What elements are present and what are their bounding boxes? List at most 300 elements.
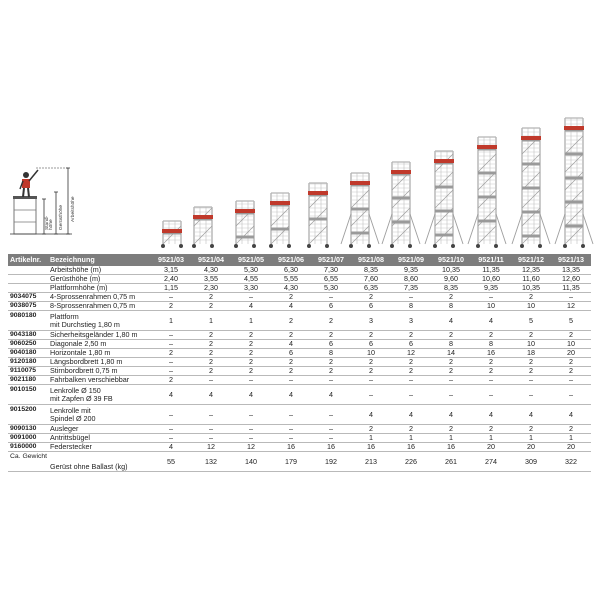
- scaffold-diagonal: [565, 136, 583, 154]
- scaffold-wheel: [307, 244, 311, 248]
- quantity-cell: 4: [231, 302, 271, 311]
- scaffold-top-platform: [308, 191, 328, 195]
- quantity-cell: 6: [311, 302, 351, 311]
- scaffold-wheel: [349, 244, 353, 248]
- quantity-cell: 4,30: [271, 284, 311, 293]
- quantity-cell: 4: [271, 340, 311, 349]
- quantity-cell: 140: [231, 452, 271, 472]
- quantity-cell: 1: [351, 434, 391, 443]
- scaffold-wheel: [325, 244, 329, 248]
- quantity-cell: 16: [391, 443, 431, 452]
- scaffold-top-platform: [391, 170, 411, 174]
- quantity-cell: –: [551, 376, 591, 385]
- scaffold-top-platform: [477, 145, 497, 149]
- quantity-cell: 2: [511, 425, 551, 434]
- quantity-cell: 2: [391, 331, 431, 340]
- header-model: 9521/06: [271, 254, 311, 266]
- quantity-cell: 2: [431, 358, 471, 367]
- scaffold-diagonal: [351, 226, 369, 244]
- scaffold-tower: [341, 173, 379, 248]
- scaffold-platform: [522, 163, 540, 166]
- quantity-cell: –: [311, 376, 351, 385]
- quantity-cell: –: [151, 293, 191, 302]
- quantity-cell: 2: [191, 367, 231, 376]
- quantity-cell: 16: [311, 443, 351, 452]
- quantity-cell: 2: [191, 293, 231, 302]
- scaffold-outrigger: [453, 214, 463, 244]
- scaffold-tower: [192, 207, 214, 248]
- quantity-cell: 2: [231, 331, 271, 340]
- scaffold-diagonal: [565, 208, 583, 226]
- quantity-cell: 6,30: [271, 266, 311, 275]
- quantity-cell: 3: [391, 311, 431, 331]
- table-row: [8, 302, 591, 311]
- quantity-cell: 261: [431, 452, 471, 472]
- quantity-cell: –: [311, 425, 351, 434]
- scaffold-wheel: [179, 244, 183, 248]
- quantity-cell: 4: [351, 405, 391, 425]
- quantity-cell: 1: [191, 311, 231, 331]
- quantity-cell: 2: [431, 367, 471, 376]
- quantity-cell: 4,55: [231, 275, 271, 284]
- article-number: [8, 284, 48, 293]
- scaffold-diagonal: [392, 226, 410, 244]
- header-model: 9521/04: [191, 254, 231, 266]
- quantity-cell: 20: [551, 349, 591, 358]
- quantity-cell: 8,35: [431, 284, 471, 293]
- scaffold-diagonal: [478, 190, 496, 208]
- scaffold-diagonal: [478, 208, 496, 226]
- quantity-cell: 7,30: [311, 266, 351, 275]
- quantity-cell: 2: [151, 376, 191, 385]
- label-standhoehe-2: höhe: [49, 219, 54, 230]
- quantity-cell: 2: [191, 302, 231, 311]
- scaffold-wheel: [451, 244, 455, 248]
- quantity-cell: 2: [311, 311, 351, 331]
- quantity-cell: 4: [271, 302, 311, 311]
- item-description: Stirnbordbrett 0,75 m: [48, 367, 151, 376]
- quantity-cell: 2,30: [191, 284, 231, 293]
- header-model: 9521/12: [511, 254, 551, 266]
- quantity-cell: 2: [191, 340, 231, 349]
- scaffold-diagonal: [478, 226, 496, 244]
- quantity-cell: 2: [471, 358, 511, 367]
- quantity-cell: 5,55: [271, 275, 311, 284]
- item-description: Horizontale 1,80 m: [48, 349, 151, 358]
- quantity-cell: 2: [151, 302, 191, 311]
- scaffold-wheel: [581, 244, 585, 248]
- table-row: [8, 434, 591, 443]
- scaffold-wheel: [433, 244, 437, 248]
- quantity-cell: 2: [471, 367, 511, 376]
- diagram-scaffold-frame: [14, 198, 36, 234]
- quantity-cell: 1,15: [151, 284, 191, 293]
- item-description: Federstecker: [48, 443, 151, 452]
- quantity-cell: –: [391, 385, 431, 405]
- article-number: Ca. Gewicht: [8, 452, 48, 472]
- quantity-cell: 10: [551, 340, 591, 349]
- quantity-cell: –: [311, 405, 351, 425]
- article-number: 9010150: [8, 385, 48, 405]
- quantity-cell: –: [351, 385, 391, 405]
- quantity-cell: 16: [471, 349, 511, 358]
- quantity-cell: 7,35: [391, 284, 431, 293]
- quantity-cell: 3: [351, 311, 391, 331]
- header-model: 9521/05: [231, 254, 271, 266]
- quantity-cell: 1: [391, 434, 431, 443]
- table-row: [8, 376, 591, 385]
- person-head-icon: [23, 172, 29, 178]
- scaffold-wheel: [161, 244, 165, 248]
- quantity-cell: 18: [511, 349, 551, 358]
- quantity-cell: –: [191, 434, 231, 443]
- quantity-cell: 2: [511, 358, 551, 367]
- item-description: Gerüsthöhe (m): [48, 275, 151, 284]
- quantity-cell: –: [391, 293, 431, 302]
- quantity-cell: 4: [151, 443, 191, 452]
- table-row: [8, 452, 591, 472]
- header-model: 9521/10: [431, 254, 471, 266]
- quantity-cell: 12,60: [551, 275, 591, 284]
- scaffold-tower: [425, 151, 463, 248]
- quantity-cell: –: [311, 434, 351, 443]
- scaffold-diagonal: [236, 226, 254, 244]
- quantity-cell: 2: [231, 349, 271, 358]
- quantity-cell: –: [431, 385, 471, 405]
- header-model: 9521/13: [551, 254, 591, 266]
- scaffold-diagonal: [309, 208, 327, 226]
- scaffold-platform: [565, 201, 583, 204]
- quantity-cell: 2: [551, 425, 591, 434]
- quantity-cell: 10,60: [471, 275, 511, 284]
- header-artikelnr: Artikelnr.: [8, 254, 48, 266]
- quantity-cell: 2: [191, 358, 231, 367]
- quantity-cell: –: [471, 293, 511, 302]
- scaffold-outrigger: [540, 214, 550, 244]
- quantity-cell: 2: [231, 367, 271, 376]
- scaffold-diagonal: [435, 190, 453, 208]
- quantity-cell: –: [551, 385, 591, 405]
- quantity-cell: 179: [271, 452, 311, 472]
- quantity-cell: 274: [471, 452, 511, 472]
- quantity-cell: 9,35: [471, 284, 511, 293]
- article-number: 9034075: [8, 293, 48, 302]
- quantity-cell: –: [151, 434, 191, 443]
- quantity-cell: 11,60: [511, 275, 551, 284]
- quantity-cell: 4: [151, 385, 191, 405]
- scaffold-platform: [565, 225, 583, 228]
- quantity-cell: 3,30: [231, 284, 271, 293]
- quantity-cell: 16: [271, 443, 311, 452]
- quantity-cell: 2: [551, 367, 591, 376]
- quantity-cell: 6: [271, 349, 311, 358]
- scaffold-tower: [234, 201, 256, 248]
- quantity-cell: 11,35: [551, 284, 591, 293]
- quantity-cell: 2: [191, 331, 231, 340]
- article-number: 9160000: [8, 443, 48, 452]
- quantity-cell: –: [311, 293, 351, 302]
- scaffold-top-platform: [434, 159, 454, 163]
- quantity-cell: 2: [311, 367, 351, 376]
- table-row: [8, 385, 591, 405]
- label-geruesthoehe: Gerüsthöhe: [59, 204, 64, 230]
- scaffold-platform: [309, 218, 327, 221]
- label-standhoehe: Stand-: [45, 215, 50, 230]
- quantity-cell: 132: [191, 452, 231, 472]
- scaffold-diagonal: [565, 226, 583, 244]
- item-description: Lenkrolle mit Spindel Ø 200: [48, 405, 151, 425]
- quantity-cell: 3,15: [151, 266, 191, 275]
- scaffold-tower: [512, 128, 550, 248]
- quantity-cell: 2: [271, 367, 311, 376]
- quantity-cell: 4: [231, 385, 271, 405]
- quantity-cell: 2: [271, 293, 311, 302]
- scaffold-outrigger: [512, 214, 522, 244]
- scaffold-wheel: [520, 244, 524, 248]
- scaffold-platform: [435, 234, 453, 237]
- quantity-cell: 1: [471, 434, 511, 443]
- quantity-cell: 2: [391, 367, 431, 376]
- quantity-cell: 16: [431, 443, 471, 452]
- item-description: Lenkrolle Ø 150 mit Zapfen Ø 39 FB: [48, 385, 151, 405]
- scaffold-wheel: [287, 244, 291, 248]
- quantity-cell: 12: [191, 443, 231, 452]
- scaffold-platform: [392, 221, 410, 224]
- article-number: 9060250: [8, 340, 48, 349]
- quantity-cell: 2: [431, 425, 471, 434]
- table-row: [8, 425, 591, 434]
- quantity-cell: –: [551, 293, 591, 302]
- quantity-cell: 6: [391, 340, 431, 349]
- article-number: 9015200: [8, 405, 48, 425]
- scaffold-diagonal: [478, 172, 496, 190]
- quantity-cell: –: [191, 425, 231, 434]
- person-leg: [23, 188, 24, 197]
- scaffold-top-platform: [270, 201, 290, 205]
- quantity-cell: 10: [511, 340, 551, 349]
- scaffold-outrigger: [425, 214, 435, 244]
- quantity-cell: 2: [511, 293, 551, 302]
- article-number: 9090130: [8, 425, 48, 434]
- scaffold-diagonal: [522, 190, 540, 208]
- header-model: 9521/03: [151, 254, 191, 266]
- header-bezeichnung: Bezeichnung: [48, 254, 151, 266]
- quantity-cell: –: [151, 331, 191, 340]
- quantity-cell: –: [151, 367, 191, 376]
- scaffold-tower: [468, 137, 506, 248]
- quantity-cell: –: [511, 385, 551, 405]
- scaffold-platform: [435, 210, 453, 213]
- quantity-cell: 8,60: [391, 275, 431, 284]
- quantity-cell: 8: [431, 302, 471, 311]
- quantity-cell: 2: [511, 331, 551, 340]
- scaffold-tower: [382, 162, 420, 248]
- scaffold-top-platform: [564, 126, 584, 130]
- quantity-cell: –: [151, 358, 191, 367]
- scaffold-top-platform: [162, 229, 182, 233]
- quantity-cell: 2: [351, 358, 391, 367]
- scaffold-top-platform: [521, 136, 541, 140]
- quantity-cell: 4: [551, 405, 591, 425]
- quantity-cell: 6: [351, 340, 391, 349]
- quantity-cell: –: [391, 376, 431, 385]
- quantity-cell: 20: [471, 443, 511, 452]
- quantity-cell: 2: [231, 358, 271, 367]
- label-arbeitshoehe: Arbeitshöhe: [71, 196, 76, 222]
- scaffold-wheel: [210, 244, 214, 248]
- quantity-cell: 2,40: [151, 275, 191, 284]
- scaffold-platform: [478, 220, 496, 223]
- quantity-cell: 7,60: [351, 275, 391, 284]
- quantity-cell: 1: [151, 311, 191, 331]
- article-number: 9038075: [8, 302, 48, 311]
- article-number: [8, 266, 48, 275]
- quantity-cell: 6: [351, 302, 391, 311]
- quantity-cell: 2: [551, 358, 591, 367]
- quantity-cell: 2: [431, 293, 471, 302]
- quantity-cell: 4: [271, 385, 311, 405]
- article-number: 9110075: [8, 367, 48, 376]
- quantity-cell: 16: [351, 443, 391, 452]
- scaffold-outrigger: [496, 214, 506, 244]
- scaffold-diagonal: [309, 226, 327, 244]
- article-number: 9091000: [8, 434, 48, 443]
- quantity-cell: –: [151, 405, 191, 425]
- quantity-cell: –: [271, 434, 311, 443]
- scaffold-diagonal: [194, 226, 212, 244]
- quantity-cell: 20: [551, 443, 591, 452]
- item-description: Diagonale 2,50 m: [48, 340, 151, 349]
- article-number: 9040180: [8, 349, 48, 358]
- article-number: 9021180: [8, 376, 48, 385]
- quantity-cell: 12: [391, 349, 431, 358]
- quantity-cell: 11,35: [471, 266, 511, 275]
- scaffold-top-platform: [235, 209, 255, 213]
- scaffold-tower: [307, 183, 329, 248]
- scaffold-outrigger: [410, 214, 420, 244]
- item-description: Ausleger: [48, 425, 151, 434]
- quantity-cell: –: [231, 405, 271, 425]
- scaffold-diagonal: [351, 208, 369, 226]
- quantity-cell: 10: [351, 349, 391, 358]
- quantity-cell: 2: [351, 425, 391, 434]
- scaffold-diagonal: [271, 208, 289, 226]
- quantity-cell: 8: [311, 349, 351, 358]
- scaffold-platform: [522, 211, 540, 214]
- scaffold-outrigger: [369, 214, 379, 244]
- quantity-cell: 2: [271, 358, 311, 367]
- quantity-cell: 1: [231, 311, 271, 331]
- quantity-cell: 55: [151, 452, 191, 472]
- quantity-cell: –: [511, 376, 551, 385]
- person-leg: [28, 188, 29, 197]
- quantity-cell: 2: [391, 358, 431, 367]
- quantity-cell: 2: [511, 367, 551, 376]
- quantity-cell: 10,35: [511, 284, 551, 293]
- item-description: Plattform mit Durchstieg 1,80 m: [48, 311, 151, 331]
- quantity-cell: 2: [431, 331, 471, 340]
- quantity-cell: 2: [231, 340, 271, 349]
- scaffold-platform: [478, 172, 496, 175]
- quantity-cell: –: [151, 340, 191, 349]
- scaffold-platform: [392, 197, 410, 200]
- quantity-cell: 6: [311, 340, 351, 349]
- item-description: Längsbordbrett 1,80 m: [48, 358, 151, 367]
- scaffold-wheel: [538, 244, 542, 248]
- scaffold-diagonal: [163, 226, 181, 244]
- quantity-cell: 4: [191, 385, 231, 405]
- quantity-cell: 322: [551, 452, 591, 472]
- item-description: Fahrbalken verschiebbar: [48, 376, 151, 385]
- quantity-cell: –: [271, 425, 311, 434]
- quantity-cell: 5: [511, 311, 551, 331]
- scaffold-diagonal: [565, 172, 583, 190]
- quantity-cell: 20: [511, 443, 551, 452]
- quantity-cell: 2: [311, 358, 351, 367]
- item-description: 8-Sprossenrahmen 0,75 m: [48, 302, 151, 311]
- scaffold-outrigger: [583, 214, 593, 244]
- item-description: Antrittsbügel: [48, 434, 151, 443]
- quantity-cell: –: [191, 376, 231, 385]
- quantity-cell: –: [231, 293, 271, 302]
- quantity-cell: –: [471, 385, 511, 405]
- scaffold-tower: [269, 193, 291, 248]
- scaffold-platform: [565, 153, 583, 156]
- scaffold-wheel: [252, 244, 256, 248]
- quantity-cell: 4: [471, 405, 511, 425]
- quantity-cell: 12: [551, 302, 591, 311]
- scaffold-wheel: [234, 244, 238, 248]
- quantity-cell: 4: [431, 405, 471, 425]
- header-model: 9521/11: [471, 254, 511, 266]
- scaffold-platform: [522, 187, 540, 190]
- quantity-cell: 5,30: [231, 266, 271, 275]
- article-number: 9080180: [8, 311, 48, 331]
- scaffold-diagonal: [565, 154, 583, 172]
- quantity-cell: 2: [271, 311, 311, 331]
- scaffold-tower: [161, 221, 183, 248]
- scaffold-wheel: [494, 244, 498, 248]
- quantity-cell: 309: [511, 452, 551, 472]
- scaffold-wheel: [367, 244, 371, 248]
- table-row: [8, 311, 591, 331]
- quantity-cell: 4: [311, 385, 351, 405]
- quantity-cell: 5,30: [311, 284, 351, 293]
- item-description: 4-Sprossenrahmen 0,75 m: [48, 293, 151, 302]
- quantity-cell: 2: [151, 349, 191, 358]
- quantity-cell: –: [351, 376, 391, 385]
- quantity-cell: –: [471, 376, 511, 385]
- header-model: 9521/07: [311, 254, 351, 266]
- scaffold-top-platform: [350, 181, 370, 185]
- quantity-cell: 6,55: [311, 275, 351, 284]
- quantity-cell: 213: [351, 452, 391, 472]
- quantity-cell: 1: [431, 434, 471, 443]
- quantity-cell: 4: [511, 405, 551, 425]
- quantity-cell: –: [231, 434, 271, 443]
- scaffold-top-platform: [193, 215, 213, 219]
- quantity-cell: 12: [231, 443, 271, 452]
- quantity-cell: 10,35: [431, 266, 471, 275]
- quantity-cell: 2: [351, 331, 391, 340]
- table-row: [8, 405, 591, 425]
- quantity-cell: 2: [271, 331, 311, 340]
- quantity-cell: 2: [471, 425, 511, 434]
- quantity-cell: 9,35: [391, 266, 431, 275]
- scaffold-diagonal: [351, 190, 369, 208]
- scaffold-wheel: [192, 244, 196, 248]
- item-description: Arbeitshöhe (m): [48, 266, 151, 275]
